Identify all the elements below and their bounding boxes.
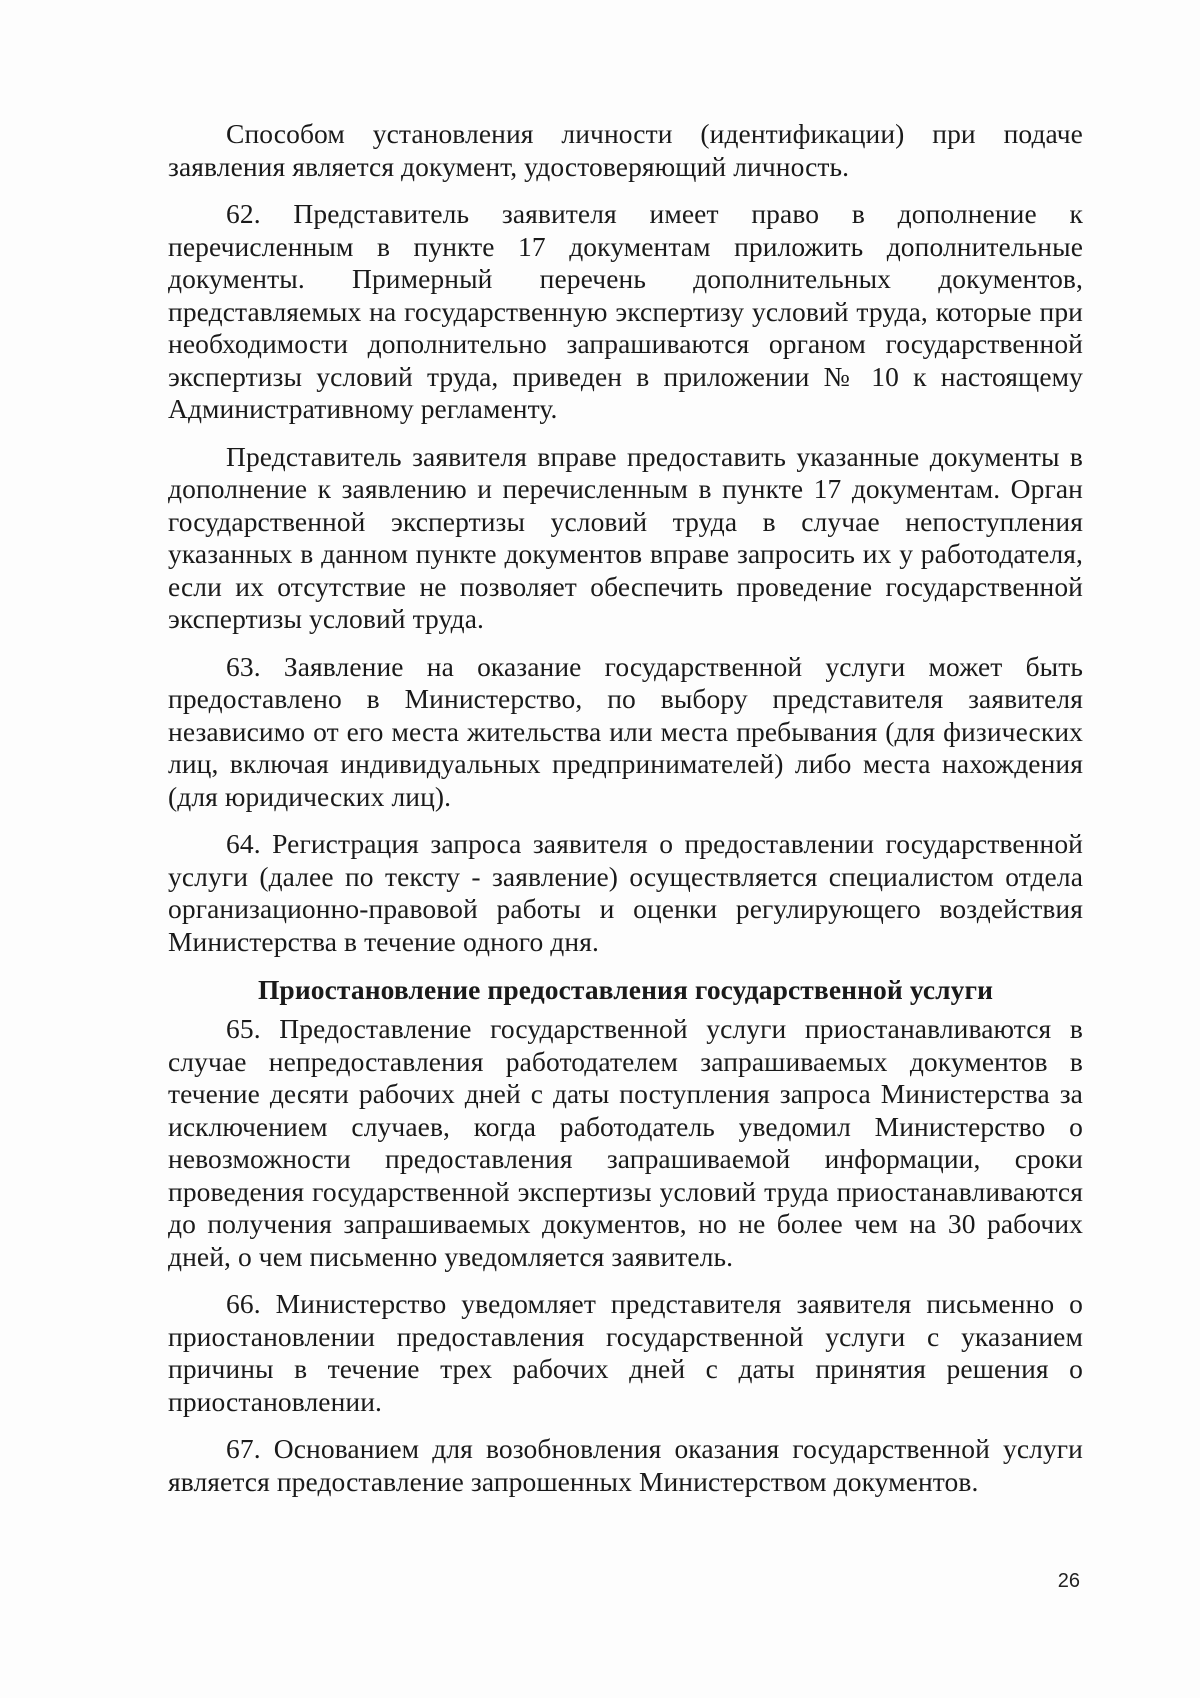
paragraph-62: 62. Представитель заявителя имеет право в дополнение к перечисленным в пункте 17 документам приложить дополнительные документы. Примерный перечень дополнительных документов, представляемых на государственную экспертизу условий труда, которые при необходимости дополнительно запрашиваются органом государственной экспертизы условий труда, приведен в приложении № 10 к настоящему Административному регламенту.	[168, 198, 1083, 424]
paragraph-64: 64. Регистрация запроса заявителя о предоставлении государственной услуги (далее по тексту - заявление) осуществляется специалистом отдела организационно-правовой работы и оценки регулирующего воздействия Министерства в течение одного дня.	[168, 828, 1083, 957]
paragraph-67: 67. Основанием для возобновления оказания государственной услуги является предоставление запрошенных Министерством документов.	[168, 1433, 1083, 1497]
paragraph-identification: Способом установления личности (идентификации) при подаче заявления является документ, удостоверяющий личность.	[168, 118, 1083, 182]
document-body	[168, 118, 1083, 1513]
paragraph-63: 63. Заявление на оказание государственной услуги может быть предоставлено в Министерство, по выбору представителя заявителя независимо от его места жительства или места пребывания (для физических лиц, включая индивидуальных предпринимателей) либо места нахождения (для юридических лиц).	[168, 650, 1083, 812]
page-number: 26	[1057, 1570, 1080, 1592]
paragraph-65: 65. Предоставление государственной услуги приостанавливаются в случае непредоставления работодателем запрашиваемых документов в течение десяти рабочих дней с даты поступления запроса Министерства за исключением случаев, когда работодатель уведомил Министерство о невозможности предоставления запрашиваемой информации, сроки проведения государственной экспертизы условий труда приостанавливаются до получения запрашиваемых документов, но не более чем на 30 рабочих дней, о чем письменно уведомляется заявитель.	[168, 1013, 1083, 1272]
paragraph-66: 66. Министерство уведомляет представителя заявителя письменно о приостановлении предоставления государственной услуги с указанием причины в течение трех рабочих дней с даты принятия решения о приостановлении.	[168, 1288, 1083, 1417]
paragraph-62-continued: Представитель заявителя вправе предоставить указанные документы в дополнение к заявлению и перечисленным в пункте 17 документам. Орган государственной экспертизы условий труда в случае непоступления указанных в данном пункте документов вправе запросить их у работодателя, если их отсутствие не позволяет обеспечить проведение государственной экспертизы условий труда.	[168, 440, 1083, 634]
section-heading: Приостановление предоставления государственной услуги	[257, 974, 994, 1005]
